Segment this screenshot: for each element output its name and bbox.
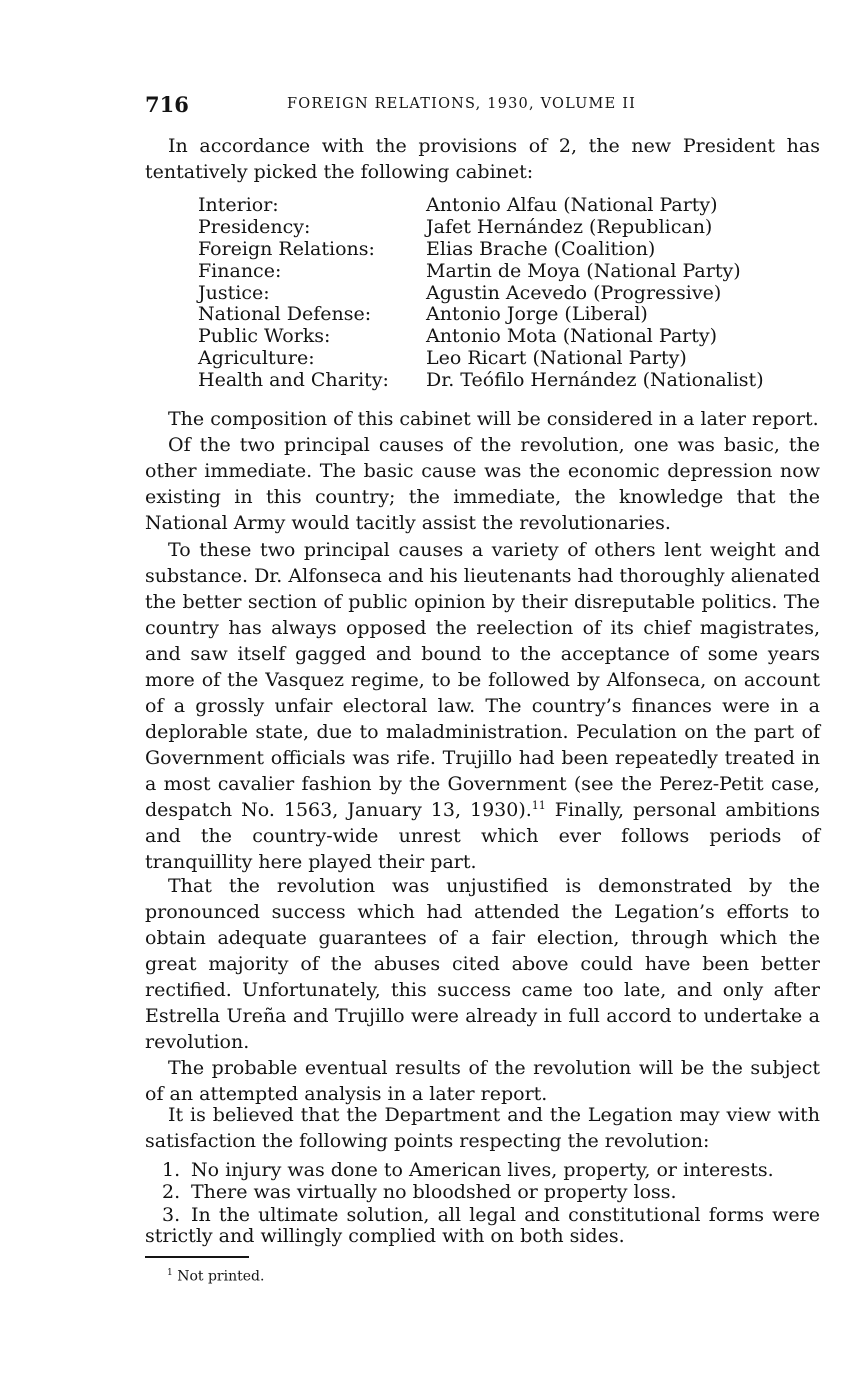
cabinet-row xyxy=(198,326,838,348)
list-text: There was virtually no bloodshed or property loss. xyxy=(191,1181,677,1203)
cabinet-row xyxy=(198,217,838,239)
cabinet-row xyxy=(198,239,838,261)
footnote-divider xyxy=(145,1256,249,1258)
page-number: 716 xyxy=(145,92,189,117)
cabinet-member: Antonio Alfau (National Party) xyxy=(426,194,718,216)
cabinet-member: Leo Ricart (National Party) xyxy=(426,347,687,370)
footnote xyxy=(167,1268,264,1285)
cabinet-member: Antonio Mota (National Party) xyxy=(426,325,718,348)
cabinet-row xyxy=(198,283,838,305)
paragraph: It is believed that the Department and the Legation may view with satisfaction the following points respecting the revolution: xyxy=(145,1104,820,1152)
cabinet-role: Presidency: xyxy=(198,215,311,238)
paragraph: That the revolution was unjustified is demonstrated by the pronounced success which had attended the Legation’s efforts to obtain adequate guarantees of a fair election, through which the great majority of the abuses cited above could have been better rectified. Unfortunately, this success came too late, and only after Estrella Ureña and Trujillo were already in full accord to undertake a revolution. xyxy=(145,875,820,1053)
footnote-marker: 1 xyxy=(167,1268,173,1278)
cabinet-role: Health and Charity: xyxy=(198,369,389,392)
cabinet-list xyxy=(198,195,838,392)
cabinet-role: Public Works: xyxy=(198,325,331,348)
cabinet-row xyxy=(198,304,838,326)
cabinet-row xyxy=(198,370,838,392)
cabinet-role: Justice: xyxy=(198,281,270,304)
list-number: 2. xyxy=(162,1181,181,1203)
list-item xyxy=(145,1182,820,1203)
paragraph: Of the two principal causes of the revolution, one was basic, the other immediate. The basic cause was the economic depression now existing in this country; the immediate, the knowledge that the National Army would tacitly assist the revolutionaries. xyxy=(145,434,820,534)
cabinet-role: Agriculture: xyxy=(198,347,315,370)
cabinet-member: Martin de Moya (National Party) xyxy=(426,259,741,282)
cabinet-row xyxy=(198,348,838,370)
page-header xyxy=(145,92,820,122)
paragraph: The composition of this cabinet will be considered in a later report. xyxy=(168,408,819,430)
paragraph-text: To these two principal causes a variety of others lent weight and substance. Dr. Alfonseca and his lieutenants had thoroughly alienated the better section of public opinion by their disreputable politics. The country has always opposed the reelection of its chief magistrates, and saw itself gagged and bound to the acceptance of some years more of the Vasquez regime, to be followed by Alfonseca, on account of a grossly unfair electoral law. The country’s finances were in a deplorable state, due to maladministration. Peculation on the part of Government officials was rife. Trujillo had been repeatedly treated in a most cavalier fashion by the Government (see the Perez-Petit case, despatch No. 1563, January 13, 1930). xyxy=(145,539,820,821)
list-text: In the ultimate solution, all legal and constitutional forms were strictly and willingly complied with on both sides. xyxy=(145,1204,820,1247)
list-item xyxy=(145,1160,820,1181)
paragraph: The probable eventual results of the revolution will be the subject of an attempted analysis in a later report. xyxy=(145,1057,820,1105)
cabinet-member: Antonio Jorge (Liberal) xyxy=(426,303,648,326)
cabinet-role: Interior: xyxy=(198,194,279,216)
list-number: 3. xyxy=(162,1204,181,1226)
footnote-text: Not printed. xyxy=(177,1268,265,1285)
cabinet-member: Elias Brache (Coalition) xyxy=(426,237,656,260)
footnote-reference: 11 xyxy=(531,799,546,812)
list-item xyxy=(145,1205,820,1247)
cabinet-member: Jafet Hernández (Republican) xyxy=(426,215,713,238)
cabinet-role: Finance: xyxy=(198,259,282,282)
running-title: FOREIGN RELATIONS, 1930, VOLUME II xyxy=(287,96,637,112)
cabinet-row xyxy=(198,195,838,217)
paragraph xyxy=(145,537,820,875)
cabinet-row xyxy=(198,261,838,283)
paragraph-text: Finally, personal ambitions and the country-wide unrest which ever follows periods of tranquillity here played their part. xyxy=(145,799,821,873)
cabinet-role: Foreign Relations: xyxy=(198,237,375,260)
list-number: 1. xyxy=(162,1159,181,1181)
list-text: No injury was done to American lives, property, or interests. xyxy=(191,1159,774,1181)
intro-paragraph: In accordance with the provisions of 2, the new President has tentatively picked the following cabinet: xyxy=(145,135,820,183)
cabinet-member: Dr. Teófilo Hernández (Nationalist) xyxy=(426,369,764,392)
cabinet-member: Agustin Acevedo (Progressive) xyxy=(426,281,722,304)
cabinet-role: National Defense: xyxy=(198,303,372,326)
